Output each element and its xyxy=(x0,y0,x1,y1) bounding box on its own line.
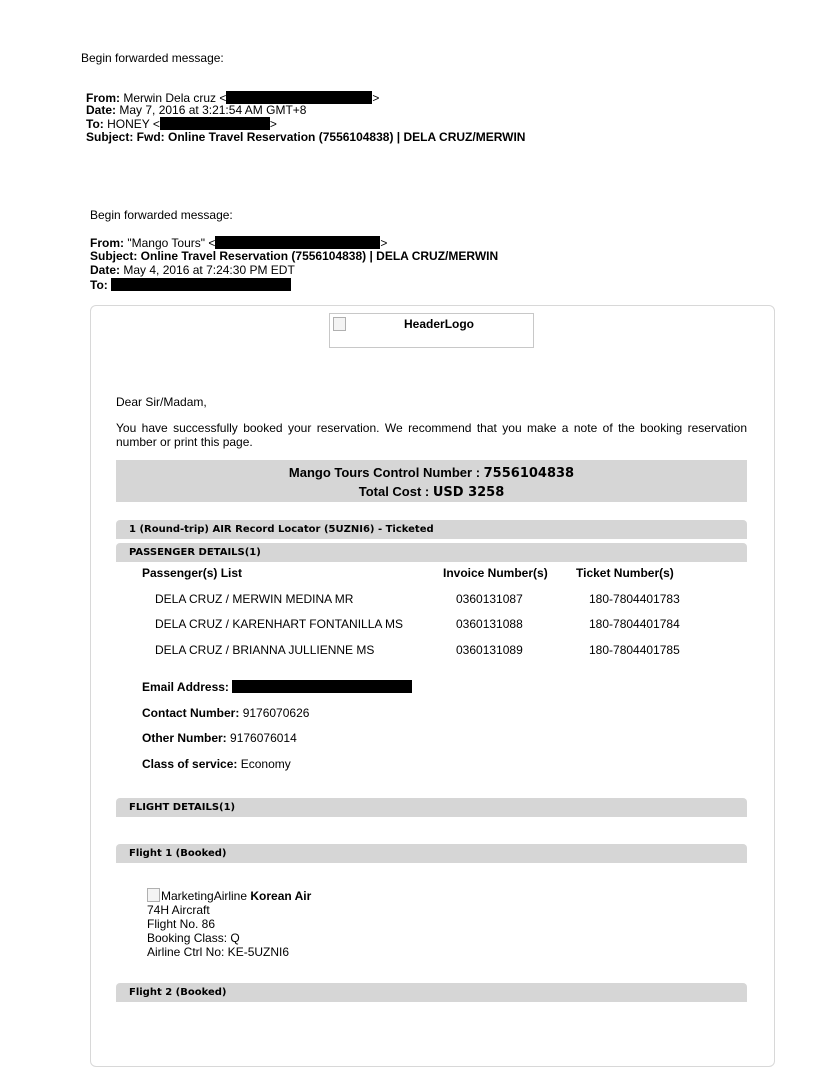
email-address-field xyxy=(142,680,412,694)
inner-from-line xyxy=(90,236,387,250)
other-number-value: 9176076014 xyxy=(230,731,297,745)
aircraft: 74H Aircraft xyxy=(147,903,210,917)
passenger-details-label: PASSENGER DETAILS(1) xyxy=(129,547,261,558)
flight-number: Flight No. 86 xyxy=(147,917,216,931)
greeting: Dear Sir/Madam, xyxy=(116,395,207,409)
flight-2-label: Flight 2 (Booked) xyxy=(129,987,227,998)
ticket-number: 180-7804401785 xyxy=(589,643,680,657)
column-header-passengers: Passenger(s) List xyxy=(142,566,243,580)
class-of-service-value: Economy xyxy=(240,757,291,771)
redaction-block xyxy=(160,117,270,130)
class-of-service-label: Class of service: xyxy=(142,757,238,771)
inner-date-label: Date: xyxy=(90,263,121,277)
inner-from-value: "Mango Tours" < xyxy=(127,236,216,250)
passenger-name: DELA CRUZ / BRIANNA JULLIENNE MS xyxy=(155,643,375,657)
broken-image-icon xyxy=(333,317,346,331)
contact-number-label: Contact Number: xyxy=(142,706,240,720)
flight-details-label: FLIGHT DETAILS(1) xyxy=(129,802,236,813)
outer-from-end: > xyxy=(372,91,380,105)
airline-ctrl-number: Airline Ctrl No: KE-5UZNI6 xyxy=(147,945,290,959)
broken-image-icon xyxy=(147,888,160,902)
airline-logo-alt: MarketingAirline xyxy=(161,889,248,903)
ticket-number: 180-7804401783 xyxy=(589,592,680,606)
other-number-label: Other Number: xyxy=(142,731,227,745)
redaction-block xyxy=(111,278,291,291)
outer-from-label: From: xyxy=(86,91,120,105)
redaction-block xyxy=(215,236,380,249)
class-of-service-field xyxy=(142,757,291,771)
flight-1-details xyxy=(147,888,311,959)
column-header-ticket: Ticket Number(s) xyxy=(576,566,674,580)
passenger-details-bar xyxy=(116,543,747,562)
record-locator-label: 1 (Round-trip) AIR Record Locator (5UZNI6) - Ticketed xyxy=(129,524,434,535)
control-number-value: 7556104838 xyxy=(483,466,575,481)
contact-number-field xyxy=(142,706,309,720)
inner-date-value: May 4, 2016 at 7:24:30 PM EDT xyxy=(123,263,295,277)
outer-to-label: To: xyxy=(86,117,104,131)
outer-subject-line: Subject: Fwd: Online Travel Reservation (7556104838) | DELA CRUZ/MERWIN xyxy=(86,130,526,144)
record-locator-bar xyxy=(116,520,747,539)
passenger-name: DELA CRUZ / KARENHART FONTANILLA MS xyxy=(155,617,404,631)
flight-1-bar xyxy=(116,844,747,863)
header-logo-alt: HeaderLogo xyxy=(404,317,475,331)
inner-from-label: From: xyxy=(90,236,124,250)
inner-subject-line: Subject: Online Travel Reservation (7556104838) | DELA CRUZ/MERWIN xyxy=(90,249,499,263)
outer-to-end: > xyxy=(269,117,277,131)
inner-to-label: To: xyxy=(90,278,108,292)
total-cost-line xyxy=(116,484,747,500)
outer-date-value: May 7, 2016 at 3:21:54 AM GMT+8 xyxy=(119,103,307,117)
column-header-invoice: Invoice Number(s) xyxy=(443,566,548,580)
passenger-name: DELA CRUZ / MERWIN MEDINA MR xyxy=(155,592,354,606)
header-logo xyxy=(329,313,534,348)
booking-class: Booking Class: Q xyxy=(147,931,240,945)
ticket-number: 180-7804401784 xyxy=(589,617,680,631)
outer-date-line xyxy=(86,104,306,117)
flight-1-label: Flight 1 (Booked) xyxy=(129,848,227,859)
redaction-block xyxy=(232,680,412,693)
airline-line xyxy=(147,888,311,903)
flight-2-bar xyxy=(116,983,747,1002)
invoice-number: 0360131087 xyxy=(456,592,523,606)
total-cost-label: Total Cost : xyxy=(358,484,433,499)
airline-name: Korean Air xyxy=(250,889,312,903)
inner-begin-forwarded: Begin forwarded message: xyxy=(90,208,233,222)
total-cost-value: USD 3258 xyxy=(432,485,505,500)
outer-date-label: Date: xyxy=(86,103,117,117)
control-number-line xyxy=(116,465,747,481)
inner-date-line xyxy=(90,264,295,277)
intro-paragraph: You have successfully booked your reservation. We recommend that you make a note of the booking reservation number or print this page. xyxy=(116,421,747,449)
flight-details-bar xyxy=(116,798,747,817)
outer-to-value: HONEY < xyxy=(107,117,160,131)
other-number-field xyxy=(142,731,297,745)
control-number-label: Mango Tours Control Number : xyxy=(288,465,484,480)
invoice-number: 0360131088 xyxy=(456,617,523,631)
outer-to-line xyxy=(86,117,277,131)
control-number-box xyxy=(116,460,747,502)
outer-begin-forwarded: Begin forwarded message: xyxy=(81,51,224,65)
email-address-label: Email Address: xyxy=(142,680,229,694)
contact-number-value: 9176070626 xyxy=(242,706,310,720)
invoice-number: 0360131089 xyxy=(456,643,523,657)
outer-from-value: Merwin Dela cruz < xyxy=(123,91,227,105)
inner-from-end: > xyxy=(380,236,388,250)
inner-to-line xyxy=(90,278,291,292)
